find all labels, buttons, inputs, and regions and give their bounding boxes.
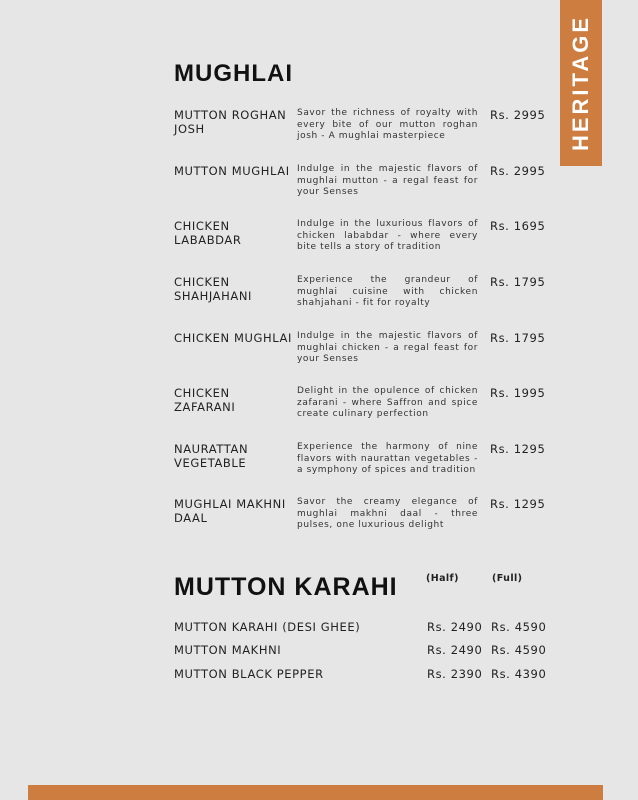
bottom-accent-bar [28,785,603,800]
item-description: Experience the harmony of nine flavors with naurattan vegetables - a symphony of spices and tradition [297,442,478,475]
item-description: Experience the grandeur of mughlai cuisine with chicken shahjahani - fit for royalty [297,275,478,308]
item-name: MUGHLAI MAKHNI DAAL [174,497,286,525]
karahi-full-price: Rs. 4590 [491,643,547,657]
item-name: NAURATTAN VEGETABLE [174,442,249,470]
item-price: Rs. 1995 [490,386,546,400]
item-description: Savor the richness of royalty with every bite of our mutton roghan josh - A mughlai masterpiece [297,108,478,141]
half-column-header: (Half) [426,573,459,584]
heritage-label: HERITAGE [568,14,593,152]
item-price: Rs. 1795 [490,331,546,345]
item-name: CHICKEN MUGHLAI [174,331,292,345]
item-description: Indulge in the luxurious flavors of chicken lababdar - where every bite tells a story of tradition [297,219,478,252]
item-price: Rs. 1295 [490,442,546,456]
item-price: Rs. 1795 [490,275,546,289]
item-name: MUTTON ROGHAN JOSH [174,108,287,136]
item-name: CHICKEN ZAFARANI [174,386,236,414]
item-name: MUTTON MUGHLAI [174,164,290,178]
mughlai-section-title: MUGHLAI [174,60,293,87]
item-name: CHICKEN LABABDAR [174,219,242,247]
item-description: Indulge in the majestic flavors of mughlai chicken - a regal feast for your Senses [297,331,478,364]
karahi-half-price: Rs. 2490 [427,620,483,634]
item-description: Delight in the opulence of chicken zafarani - where Saffron and spice create culinary perfection [297,386,478,419]
item-price: Rs. 1695 [490,219,546,233]
item-name: CHICKEN SHAHJAHANI [174,275,253,303]
karahi-item-name: MUTTON KARAHI (DESI GHEE) [174,620,361,634]
karahi-full-price: Rs. 4590 [491,620,547,634]
karahi-full-price: Rs. 4390 [491,667,547,681]
karahi-half-price: Rs. 2390 [427,667,483,681]
karahi-item-name: MUTTON MAKHNI [174,643,282,657]
item-description: Indulge in the majestic flavors of mughlai mutton - a regal feast for your Senses [297,164,478,197]
item-price: Rs. 1295 [490,497,546,511]
item-description: Savor the creamy elegance of mughlai makhni daal - three pulses, one luxurious delight [297,497,478,530]
heritage-tab [560,0,602,166]
karahi-section-title: MUTTON KARAHI [174,573,398,601]
karahi-half-price: Rs. 2490 [427,643,483,657]
item-price: Rs. 2995 [490,164,546,178]
karahi-item-name: MUTTON BLACK PEPPER [174,667,324,681]
full-column-header: (Full) [492,573,523,584]
item-price: Rs. 2995 [490,108,546,122]
